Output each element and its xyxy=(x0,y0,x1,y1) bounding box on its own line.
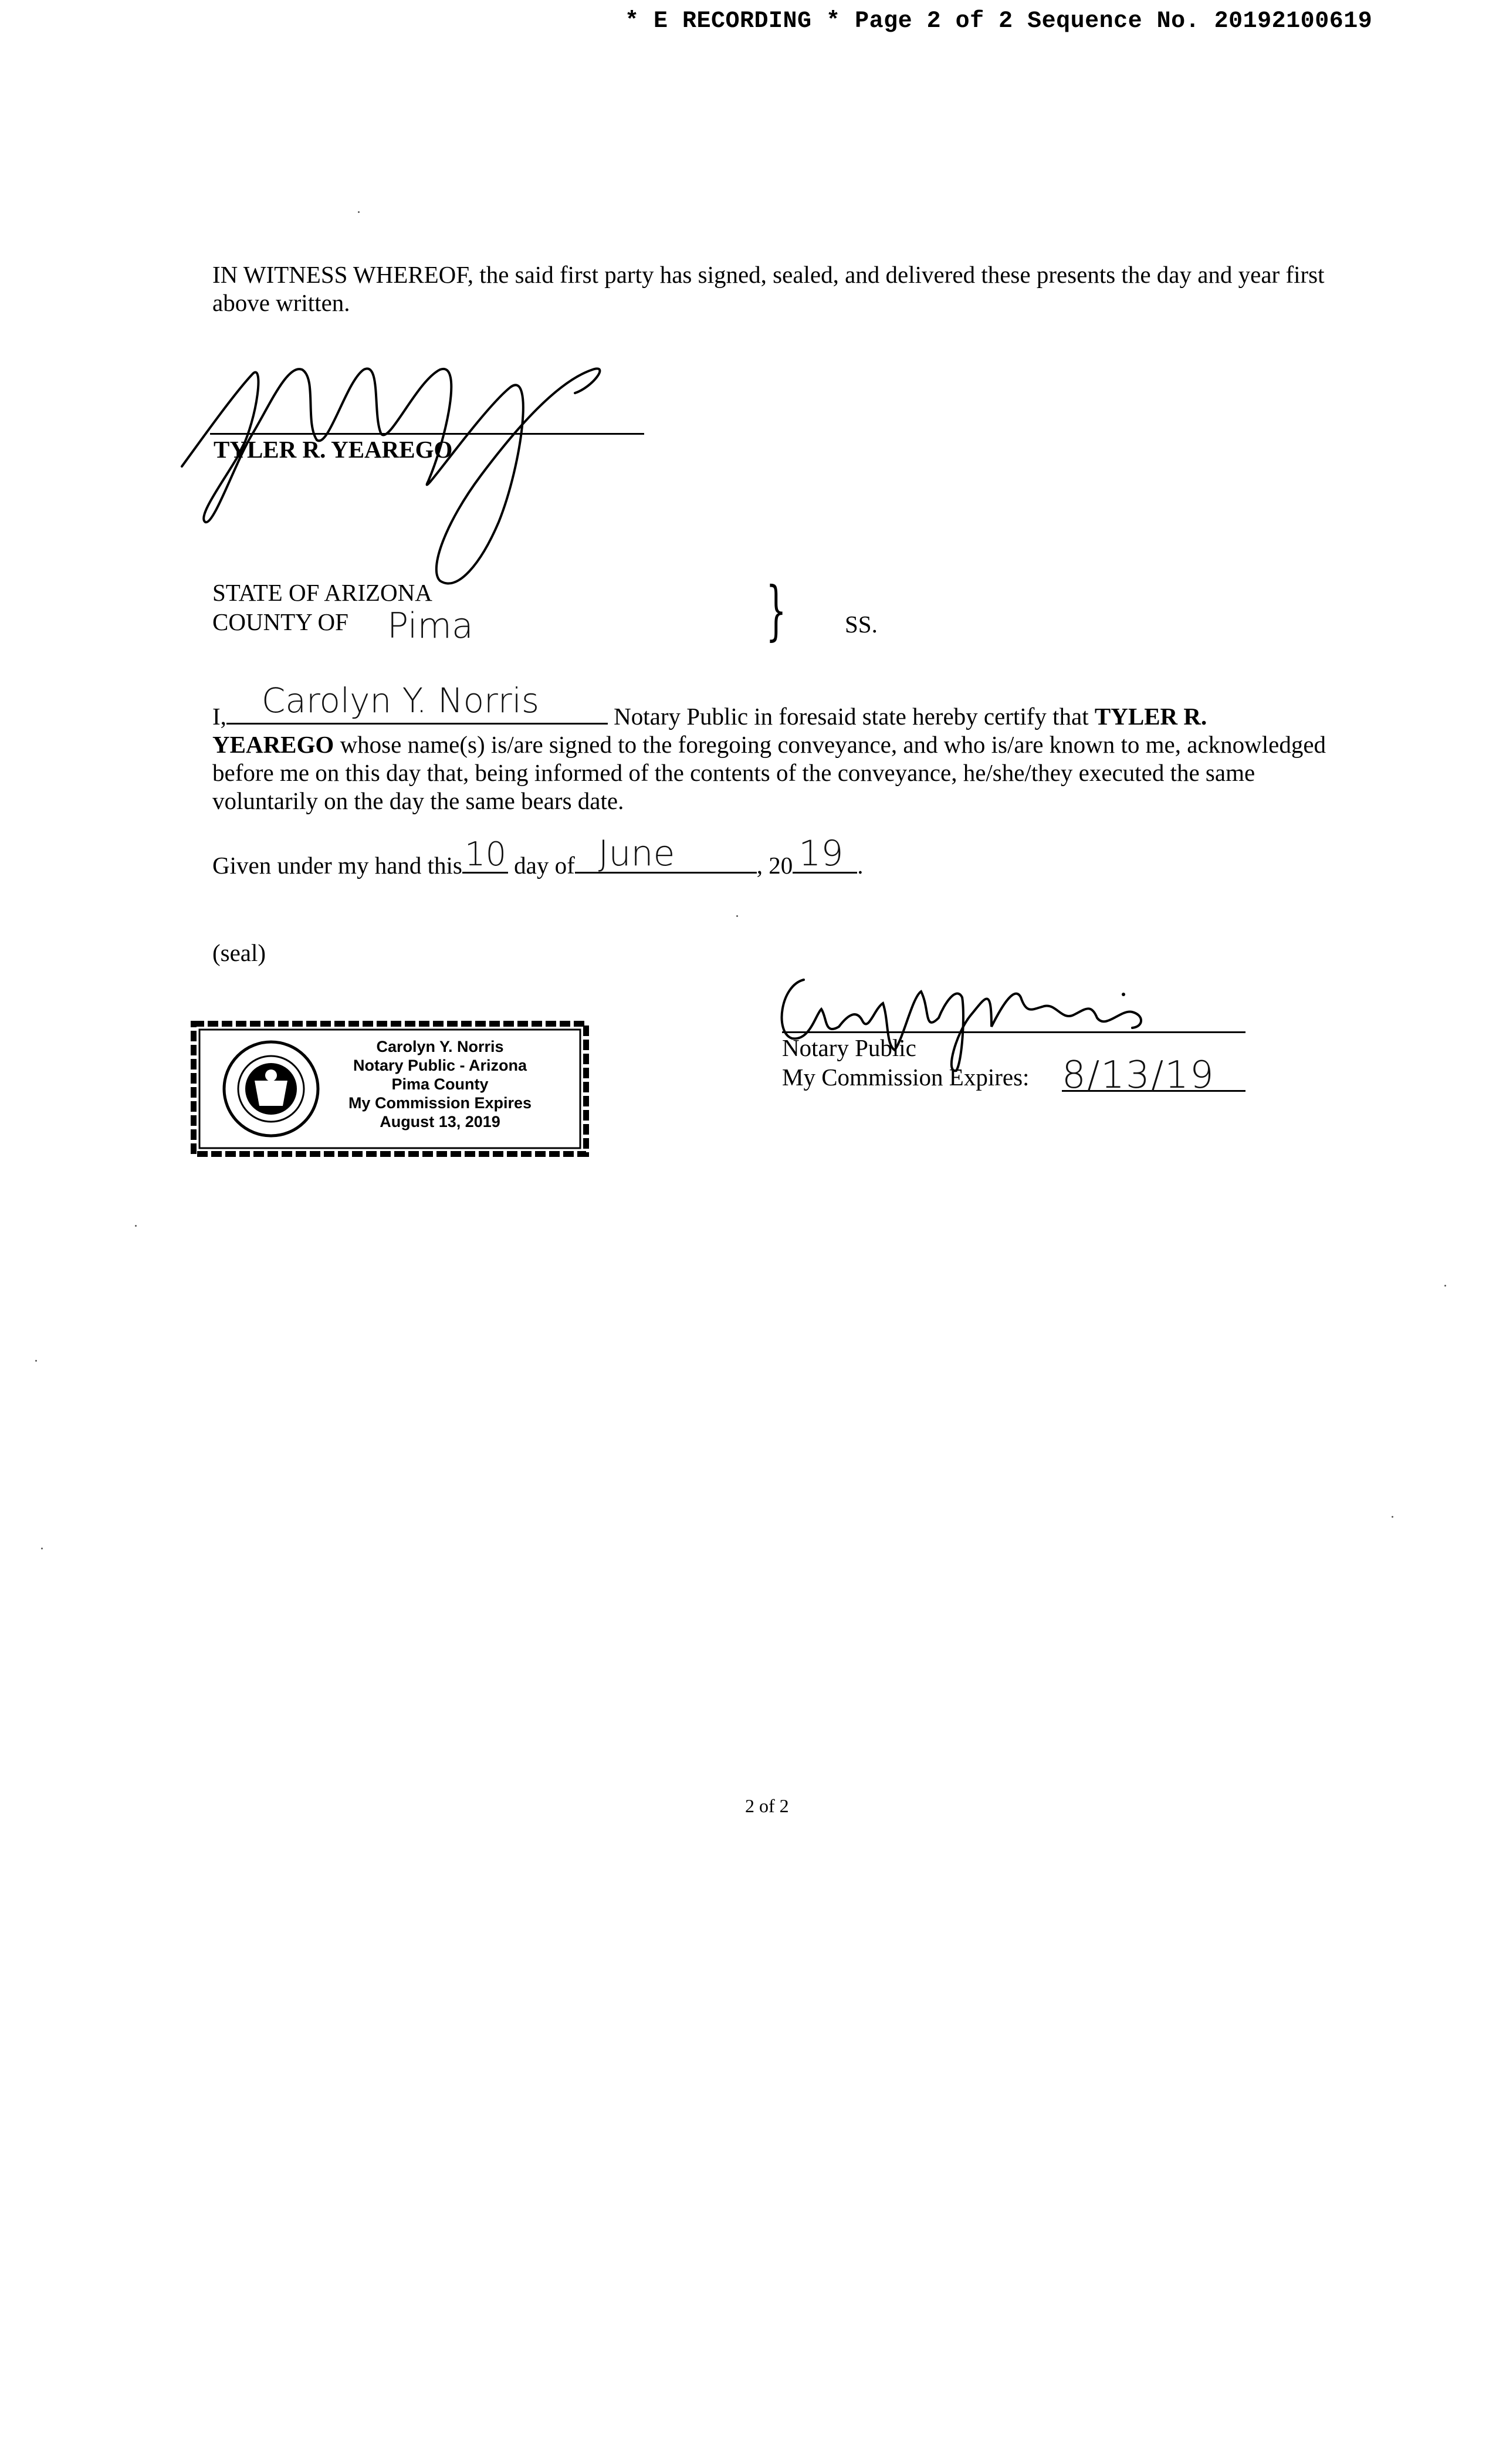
venue-state: STATE OF ARIZONA xyxy=(212,579,432,606)
venue-county xyxy=(212,608,348,636)
given-suffix: . xyxy=(857,852,864,879)
cert-text-2: whose name(s) is/are signed to the foregoing conveyance, and who is/are known to me, acknowledged before me on this day that, being informed of the contents of the conveyance, he/she/they executed the same voluntarily on the day the same bears date. xyxy=(212,731,1326,814)
scan-speck xyxy=(358,211,360,213)
witness-clause: IN WITNESS WHEREOF, the said first party has signed, sealed, and delivered these presents the day and year first above written. xyxy=(212,261,1325,316)
expires-handwritten: 8/13/19 xyxy=(1062,1054,1215,1097)
year-handwritten: 19 xyxy=(798,833,844,874)
given-year-prefix: , 20 xyxy=(756,852,793,879)
cert-prefix: I, xyxy=(212,703,226,730)
given-prefix: Given under my hand this xyxy=(212,852,462,879)
month-handwritten: June xyxy=(598,833,675,874)
cert-name-1: TYLER R. xyxy=(1094,703,1207,730)
month-blank xyxy=(575,833,757,874)
grantor-signature-line xyxy=(210,433,644,435)
notary-public-label: Notary Public xyxy=(782,1034,916,1061)
notary-certificate xyxy=(212,681,1327,815)
notary-name-handwritten: Carolyn Y. Norris xyxy=(261,681,540,720)
venue-ss: SS. xyxy=(845,611,878,638)
stamp-line: Pima County xyxy=(391,1075,489,1093)
scan-speck xyxy=(135,1225,137,1227)
day-handwritten: 10 xyxy=(464,835,507,874)
scan-speck xyxy=(41,1548,43,1549)
notary-name-blank xyxy=(226,681,608,725)
stamp-line: Carolyn Y. Norris xyxy=(376,1038,504,1055)
stamp-text xyxy=(329,1037,551,1131)
cert-text-1: Notary Public in foresaid state hereby certify that xyxy=(614,703,1089,730)
grantor-name: TYLER R. YEAREGO xyxy=(214,436,453,463)
stamp-line: Notary Public - Arizona xyxy=(353,1057,527,1074)
notary-signature-line xyxy=(782,1031,1245,1033)
stamp-line: My Commission Expires xyxy=(348,1094,532,1112)
scan-speck xyxy=(1444,1285,1446,1287)
venue-brace: } xyxy=(766,573,787,648)
scan-speck xyxy=(1392,1516,1393,1518)
scan-speck xyxy=(736,915,738,917)
given-day-of: day of xyxy=(514,852,575,879)
cert-name-2: YEAREGO xyxy=(212,731,334,758)
stamp-line: August 13, 2019 xyxy=(380,1113,500,1131)
year-blank xyxy=(793,833,857,874)
commission-expires-label: My Commission Expires: xyxy=(782,1064,1030,1091)
recording-header: * E RECORDING * Page 2 of 2 Sequence No. 20192100619 xyxy=(625,8,1373,35)
grantor-signature xyxy=(170,346,786,598)
county-handwritten: Pima xyxy=(387,605,473,647)
county-label: COUNTY OF xyxy=(212,608,348,635)
page-footer: 2 of 2 xyxy=(745,1795,789,1816)
given-line xyxy=(212,833,864,879)
day-blank xyxy=(462,835,508,874)
seal-label: (seal) xyxy=(212,939,266,966)
scan-speck xyxy=(35,1360,37,1362)
